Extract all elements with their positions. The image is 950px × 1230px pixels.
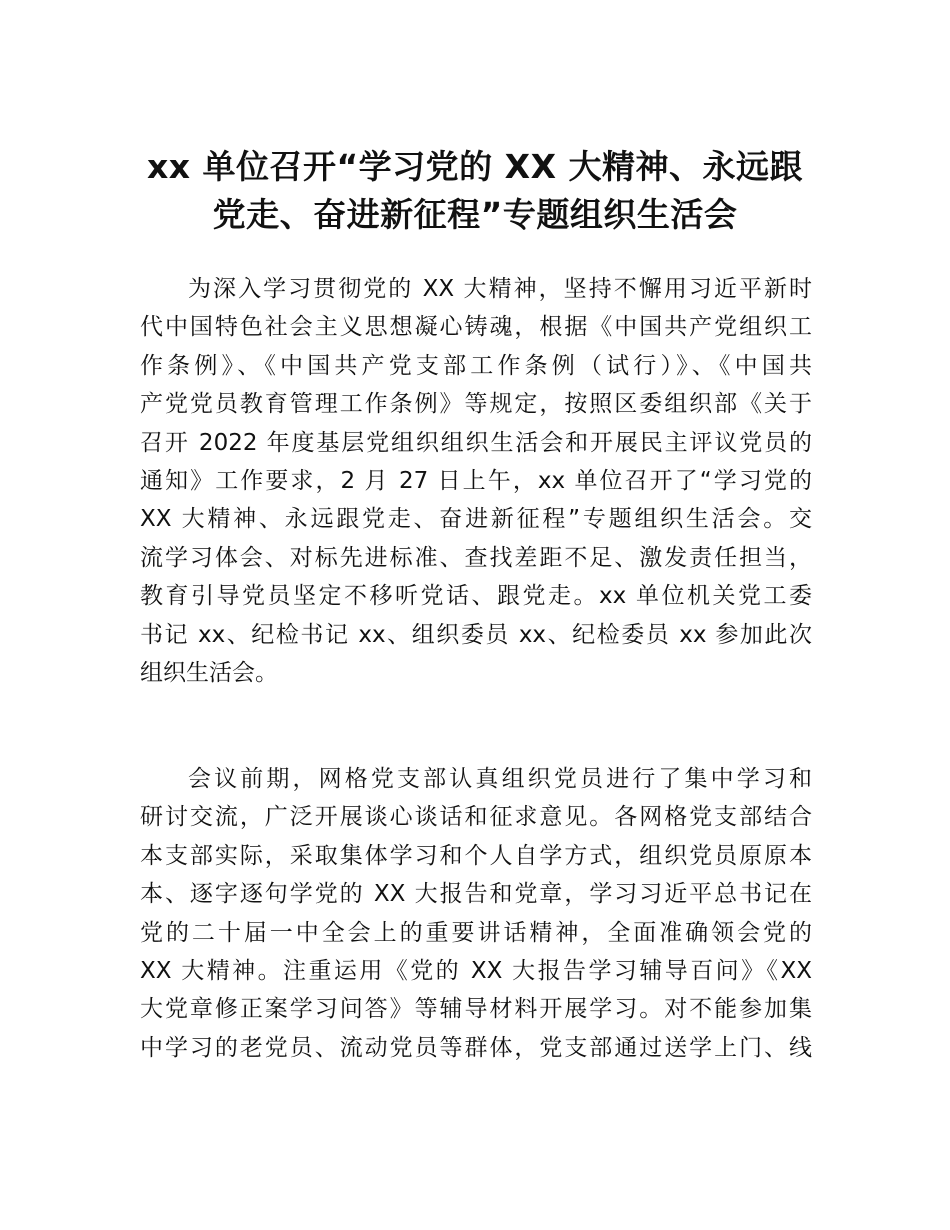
paragraph-line: 代中国特色社会主义思想凝心铸魂，根据《中国共产党组织工	[140, 314, 812, 341]
paragraph-line: 党的二十届一中全会上的重要讲话精神，全面准确领会党的	[140, 919, 812, 946]
paragraph-line: 研讨交流，广泛开展谈心谈话和征求意见。各网格党支部结合	[140, 804, 812, 831]
title-line: xx 单位召开“学习党的 XX 大精神、永远跟	[146, 147, 804, 186]
document-title	[120, 143, 830, 239]
paragraph-line: 产党党员教育管理工作条例》等规定，按照区委组织部《关于	[140, 391, 812, 418]
paragraph-line: 本支部实际，采取集体学习和个人自学方式，组织党员原原本	[140, 842, 812, 869]
paragraph-line: 作条例》、《中国共产党支部工作条例（试行）》、《中国共	[140, 352, 812, 379]
paragraph-line: 通知》工作要求，2 月 27 日上午，xx 单位召开了“学习党的	[140, 468, 812, 495]
body-paragraph	[140, 270, 812, 692]
paragraph-line: 教育引导党员坚定不移听党话、跟党走。xx 单位机关党工委	[140, 583, 812, 610]
paragraph-line: XX 大精神。注重运用《党的 XX 大报告学习辅导百问》《XX	[140, 958, 812, 985]
paragraph-line: 大党章修正案学习问答》等辅导材料开展学习。对不能参加集	[140, 996, 812, 1023]
paragraph-line: XX 大精神、永远跟党走、奋进新征程”专题组织生活会。交	[140, 506, 812, 533]
paragraph-line: 本、逐字逐句学党的 XX 大报告和党章，学习习近平总书记在	[140, 881, 812, 908]
paragraph-line: 书记 xx、纪检书记 xx、组织委员 xx、纪检委员 xx 参加此次	[140, 621, 812, 648]
paragraph-line: 召开 2022 年度基层党组织组织生活会和开展民主评议党员的	[140, 429, 812, 456]
body-paragraph	[140, 760, 812, 1067]
paragraph-line: 为深入学习贯彻党的 XX 大精神，坚持不懈用习近平新时	[188, 276, 812, 302]
paragraph-line: 组织生活会。	[140, 660, 278, 687]
paragraph-line: 中学习的老党员、流动党员等群体，党支部通过送学上门、线	[140, 1034, 812, 1061]
paragraph-line: 会议前期，网格党支部认真组织党员进行了集中学习和	[188, 766, 812, 792]
title-line: 党走、奋进新征程”专题组织生活会	[212, 195, 738, 234]
paragraph-line: 流学习体会、对标先进标准、查找差距不足、激发责任担当，	[140, 544, 812, 571]
